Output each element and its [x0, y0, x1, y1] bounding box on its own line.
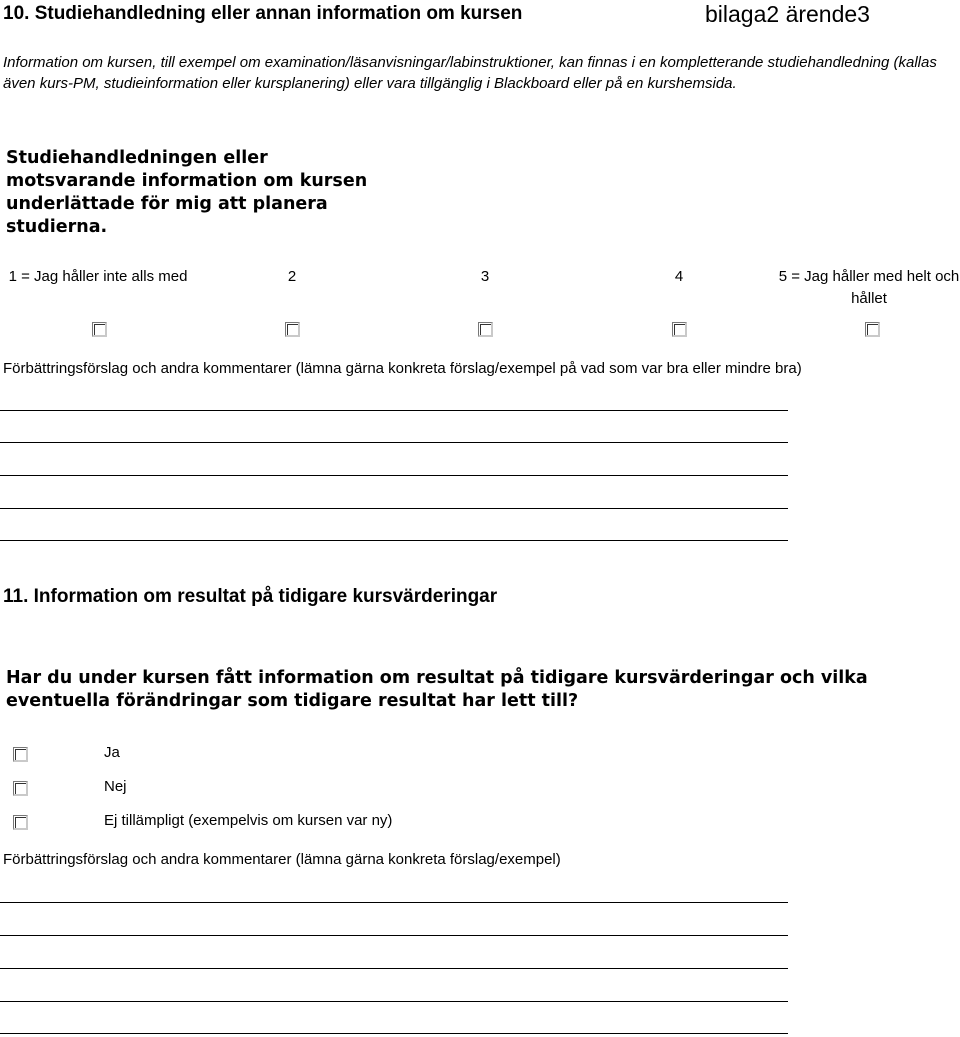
section-10-question: Studiehandledningen eller motsvarande information om kursen underlättade för mig att planera studierna. — [6, 148, 368, 237]
rating-checkbox-5[interactable] — [865, 322, 880, 337]
rating-checkbox-4[interactable] — [672, 322, 687, 337]
comment-line[interactable] — [0, 968, 788, 969]
section-11-question: Har du under kursen fått information om resultat på tidigare kursvärderingar och vilka eventuella förändringar som tidigare resultat har lett till? — [6, 668, 868, 711]
section-11-title: 11. Information om resultat på tidigare kursvärderingar — [3, 586, 498, 607]
comment-line[interactable] — [0, 508, 788, 509]
rating-checkbox-2[interactable] — [285, 322, 300, 337]
option-checkbox-nej[interactable] — [13, 781, 28, 796]
comment-line[interactable] — [0, 475, 788, 476]
section-10-intro: Information om kursen, till exempel om examination/läsanvisningar/labinstruktioner, kan finnas i en kompletterande studiehandledning (kallas även kurs-PM, studieinformation eller kursplanering) eller vara tillgänglig i Blackboard eller på en kurshemsida. — [3, 54, 937, 92]
section-11-comment-label: Förbättringsförslag och andra kommentarer (lämna gärna konkreta förslag/exempel) — [3, 851, 561, 868]
option-label-ja: Ja — [104, 744, 120, 761]
option-checkbox-ja[interactable] — [13, 747, 28, 762]
rating-checkbox-3[interactable] — [478, 322, 493, 337]
section-10-title: 10. Studiehandledning eller annan information om kursen — [3, 3, 523, 24]
comment-line[interactable] — [0, 1033, 788, 1034]
scale-label-2: 2 — [287, 268, 297, 285]
comment-line[interactable] — [0, 410, 788, 411]
scale-label-4: 4 — [674, 268, 684, 285]
scale-label-3: 3 — [480, 268, 490, 285]
comment-line[interactable] — [0, 540, 788, 541]
section-10-comment-label: Förbättringsförslag och andra kommentarer (lämna gärna konkreta förslag/exempel på vad som var bra eller mindre bra) — [3, 360, 802, 377]
rating-checkbox-1[interactable] — [92, 322, 107, 337]
option-label-ej-tillampligt: Ej tillämpligt (exempelvis om kursen var ny) — [104, 812, 393, 829]
comment-line[interactable] — [0, 1001, 788, 1002]
scale-label-5: 5 = Jag håller med helt och hållet — [778, 268, 960, 307]
option-checkbox-ej-tillampligt[interactable] — [13, 815, 28, 830]
comment-line[interactable] — [0, 902, 788, 903]
scale-label-1: 1 = Jag håller inte alls med — [8, 268, 188, 285]
comment-line[interactable] — [0, 935, 788, 936]
option-label-nej: Nej — [104, 778, 127, 795]
comment-line[interactable] — [0, 442, 788, 443]
attachment-label: bilaga2 ärende3 — [705, 1, 870, 27]
